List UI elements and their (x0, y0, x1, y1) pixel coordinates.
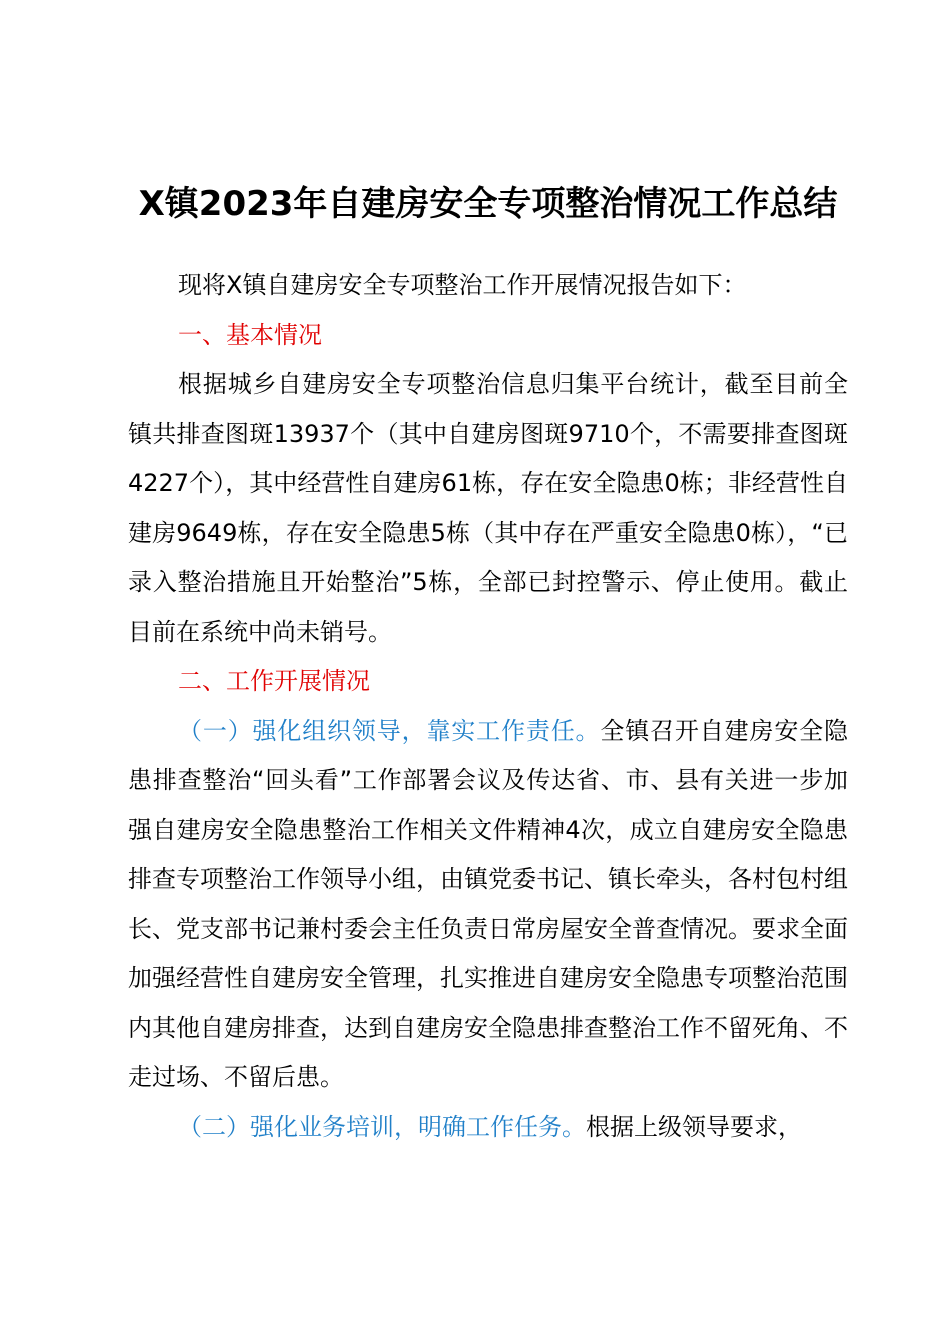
document-title: X镇2023年自建房安全专项整治情况工作总结 (138, 184, 838, 224)
section2-item1-subheading: （一）强化组织领导，靠实工作责任。 (178, 716, 601, 745)
intro-paragraph: 现将X镇自建房安全专项整治工作开展情况报告如下： (178, 271, 747, 299)
section2-item2-body: 根据上级领导要求， (586, 1112, 802, 1141)
section2-heading: 二、工作开展情况 (178, 667, 370, 695)
section2-item1-body: 全镇召开自建房安全隐患排查整治“回头看”工作部署会议及传达省、市、县有关进一步加强自建房安全隐患整治工作相关文件精神4次，成立自建房安全隐患排查专项整治工作领导小组，由镇党委书记、镇长牵头，各村包村组长、党支部书记兼村委会主任负责日常房屋安全普查情况。要求全面加强经营性自建房安全管理，扎实推进自建房安全隐患专项整治范围内其他自建房排查，达到自建房安全隐患排查整治工作不留死角、不走过场、不留后患。 (128, 716, 849, 1091)
section1-heading: 一、基本情况 (178, 320, 322, 349)
section2-item1-paragraph (128, 707, 848, 1103)
section2-item2-paragraph (128, 1103, 848, 1153)
document-page (128, 180, 848, 1152)
section2-item2-subheading: （二）强化业务培训，明确工作任务。 (178, 1112, 586, 1141)
section1-body: 根据城乡自建房安全专项整治信息归集平台统计，截至目前全镇共排查图斑13937个（其中自建房图斑9710个，不需要排查图斑4227个），其中经营性自建房61栋，存在安全隐患0栋；非经营性自建房9649栋，存在安全隐患5栋（其中存在严重安全隐患0栋），“已录入整治措施且开始整治”5栋，全部已封控警示、停止使用。截止目前在系统中尚未销号。 (128, 370, 848, 646)
